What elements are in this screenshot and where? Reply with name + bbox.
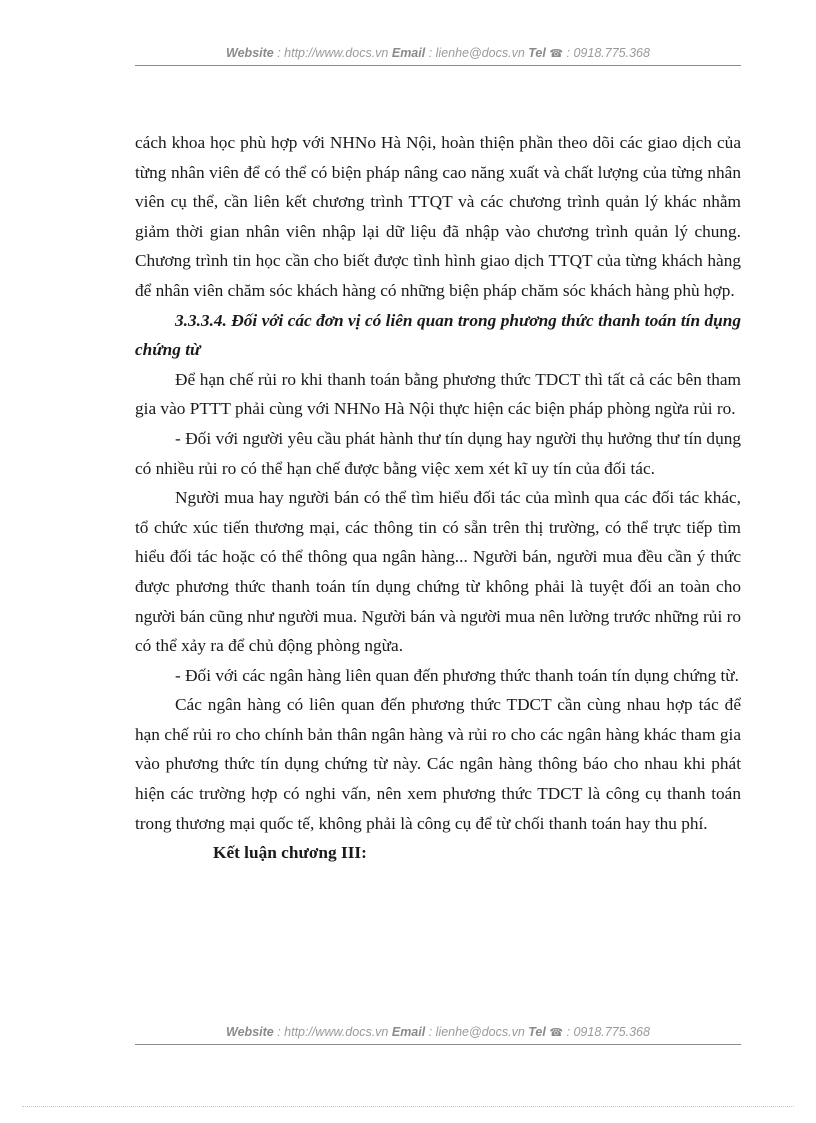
header-tel-value: 0918.775.368 bbox=[573, 46, 650, 60]
paragraph-2: Để hạn chế rủi ro khi thanh toán bằng phương thức TDCT thì tất cả các bên tham gia vào PTTT phải cùng với NHNo Hà Nội thực hiện các biện pháp phòng ngừa rủi ro. bbox=[135, 369, 741, 419]
footer-website-label: Website bbox=[226, 1025, 274, 1039]
header-website-sep: : bbox=[273, 46, 285, 60]
header-email-sep: : bbox=[425, 46, 436, 60]
page-footer bbox=[135, 1024, 741, 1045]
header-email-label: Email bbox=[391, 46, 426, 60]
footer-website-sep: : bbox=[273, 1025, 285, 1039]
paragraph-5: - Đối với các ngân hàng liên quan đến phương thức thanh toán tín dụng chứng từ. bbox=[175, 665, 739, 685]
footer-tel-value: 0918.775.368 bbox=[573, 1025, 650, 1039]
page-bottom-dotted-rule bbox=[22, 1106, 794, 1107]
phone-icon: ☎ bbox=[549, 48, 564, 60]
header-email-link[interactable]: lienhe@docs.vn bbox=[435, 46, 525, 60]
section-heading: 3.3.3.4. Đối với các đơn vị có liên quan trong phương thức thanh toán tín dụng chứng từ bbox=[135, 310, 741, 360]
footer-email-sep: : bbox=[425, 1025, 436, 1039]
paragraph-4: Người mua hay người bán có thể tìm hiểu đối tác của mình qua các đối tác khác, tổ chức xúc tiến thương mại, các thông tin có sẵn trên thị trường, có thể trực tiếp tìm hiểu đối tác hoặc có thể thông qua ngân hàng... Người bán, người mua đều cần ý thức được phương thức thanh toán tín dụng chứng từ không phải là tuyệt đối an toàn cho người bán cũng như người mua. Người bán và người mua nên lường trước những rủi ro có thể xảy ra để chủ động phòng ngừa. bbox=[135, 488, 741, 656]
footer-tel-sep: : bbox=[563, 1025, 574, 1039]
header-tel-label: Tel bbox=[528, 46, 546, 60]
paragraph-3: - Đối với người yêu cầu phát hành thư tín dụng hay người thụ hưởng thư tín dụng có nhiều rủi ro có thể hạn chế được bằng việc xem xét kĩ uy tín của đối tác. bbox=[135, 428, 741, 478]
chapter-conclusion-heading: Kết luận chương III: bbox=[213, 843, 367, 863]
footer-website-link[interactable]: http://www.docs.vn bbox=[284, 1025, 389, 1039]
header-website-link[interactable]: http://www.docs.vn bbox=[284, 46, 389, 60]
page-header bbox=[135, 45, 741, 66]
paragraph-6: Các ngân hàng có liên quan đến phương thức TDCT cần cùng nhau hợp tác để hạn chế rủi ro cho chính bản thân ngân hàng và rủi ro cho các ngân hàng khác tham gia vào phương thức tín dụng chứng từ này. Các ngân hàng thông báo cho nhau khi phát hiện các trường hợp có nghi vấn, nên xem phương thức TDCT là công cụ thanh toán trong thương mại quốc tế, không phải là công cụ để từ chối thanh toán hay thu phí. bbox=[135, 695, 741, 833]
document-body bbox=[135, 128, 741, 868]
paragraph-1: cách khoa học phù hợp với NHNo Hà Nội, hoàn thiện phần theo dõi các giao dịch của từng nhân viên để có thể có biện pháp nâng cao năng xuất và chất lượng của từng nhân viên cụ thể, cần liên kết chương trình TTQT và các chương trình quản lý khác nhằm giảm thời gian nhân viên nhập lại dữ liệu đã nhập vào chương trình quản lý chung. Chương trình tin học cần cho biết được tình hình giao dịch TTQT của từng khách hàng để nhân viên chăm sóc khách hàng có những biện pháp chăm sóc khách hàng phù hợp. bbox=[135, 133, 741, 300]
phone-icon: ☎ bbox=[549, 1027, 564, 1039]
footer-tel-label: Tel bbox=[528, 1025, 546, 1039]
footer-email-link[interactable]: lienhe@docs.vn bbox=[435, 1025, 525, 1039]
header-tel-sep: : bbox=[563, 46, 574, 60]
footer-email-label: Email bbox=[391, 1025, 426, 1039]
header-website-label: Website bbox=[226, 46, 274, 60]
